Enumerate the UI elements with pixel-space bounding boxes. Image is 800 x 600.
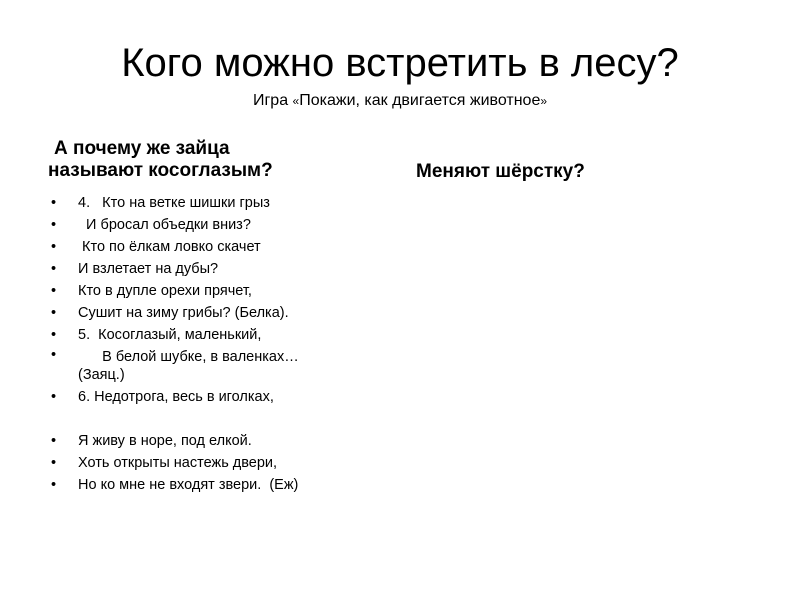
riddle-list <box>48 192 388 496</box>
verse-text: Я живу в норе, под елкой. <box>78 433 252 449</box>
subtitle-text: Покажи, как двигается животное <box>299 92 541 109</box>
bullet-icon: • <box>51 347 57 363</box>
right-heading: Меняют шёрстку? <box>416 161 585 182</box>
list-item <box>48 302 388 324</box>
verse-text: И бросал объедки вниз? <box>78 217 251 233</box>
bullet-icon: • <box>51 305 57 321</box>
bullet-icon: • <box>51 195 57 211</box>
bullet-icon: • <box>51 261 57 277</box>
list-item <box>48 280 388 302</box>
list-spacer <box>48 408 388 430</box>
bullet-icon: • <box>51 239 57 255</box>
verse-text: Сушит на зиму грибы? (Белка). <box>78 305 289 321</box>
list-item <box>48 236 388 258</box>
slide-title: Кого можно встретить в лесу? <box>121 41 679 85</box>
list-item <box>48 386 388 408</box>
bullet-icon: • <box>51 477 57 493</box>
verse-text: Кто по ёлкам ловко скачет <box>78 239 261 255</box>
subtitle-close-quote: » <box>540 94 548 108</box>
list-item <box>48 474 388 496</box>
bullet-icon: • <box>51 327 57 343</box>
verse-text: Кто в дупле орехи прячет, <box>78 283 252 299</box>
verse-text: 5. Косоглазый, маленький, <box>78 327 262 343</box>
left-column <box>48 138 388 496</box>
bullet-icon: • <box>51 217 57 233</box>
bullet-icon: • <box>51 455 57 471</box>
list-item <box>48 452 388 474</box>
bullet-icon: • <box>51 389 57 405</box>
verse-text: В белой шубке, в валенках… <box>78 349 299 365</box>
list-item <box>48 192 388 214</box>
verse-text: И взлетает на дубы? <box>78 261 219 277</box>
list-item <box>48 346 388 386</box>
list-item <box>48 258 388 280</box>
verse-text-continuation: (Заяц.) <box>78 367 125 383</box>
list-item <box>48 214 388 236</box>
verse-text: Хоть открыты настежь двери, <box>78 455 278 471</box>
left-heading-line-2: называют косоглазым? <box>48 160 273 181</box>
left-heading <box>48 138 388 182</box>
verse-text: 4. Кто на ветке шишки грыз <box>78 195 270 211</box>
verse-text: 6. Недотрога, весь в иголках, <box>78 389 274 405</box>
list-item <box>48 324 388 346</box>
bullet-icon: • <box>51 433 57 449</box>
list-item <box>48 430 388 452</box>
subtitle-prefix: Игра <box>252 92 293 109</box>
subtitle-open-quote: « <box>292 94 300 108</box>
verse-text: Но ко мне не входят звери. (Еж) <box>78 477 299 493</box>
left-heading-line-1: А почему же зайца <box>54 138 230 159</box>
bullet-icon: • <box>51 283 57 299</box>
slide-subtitle <box>0 90 800 112</box>
